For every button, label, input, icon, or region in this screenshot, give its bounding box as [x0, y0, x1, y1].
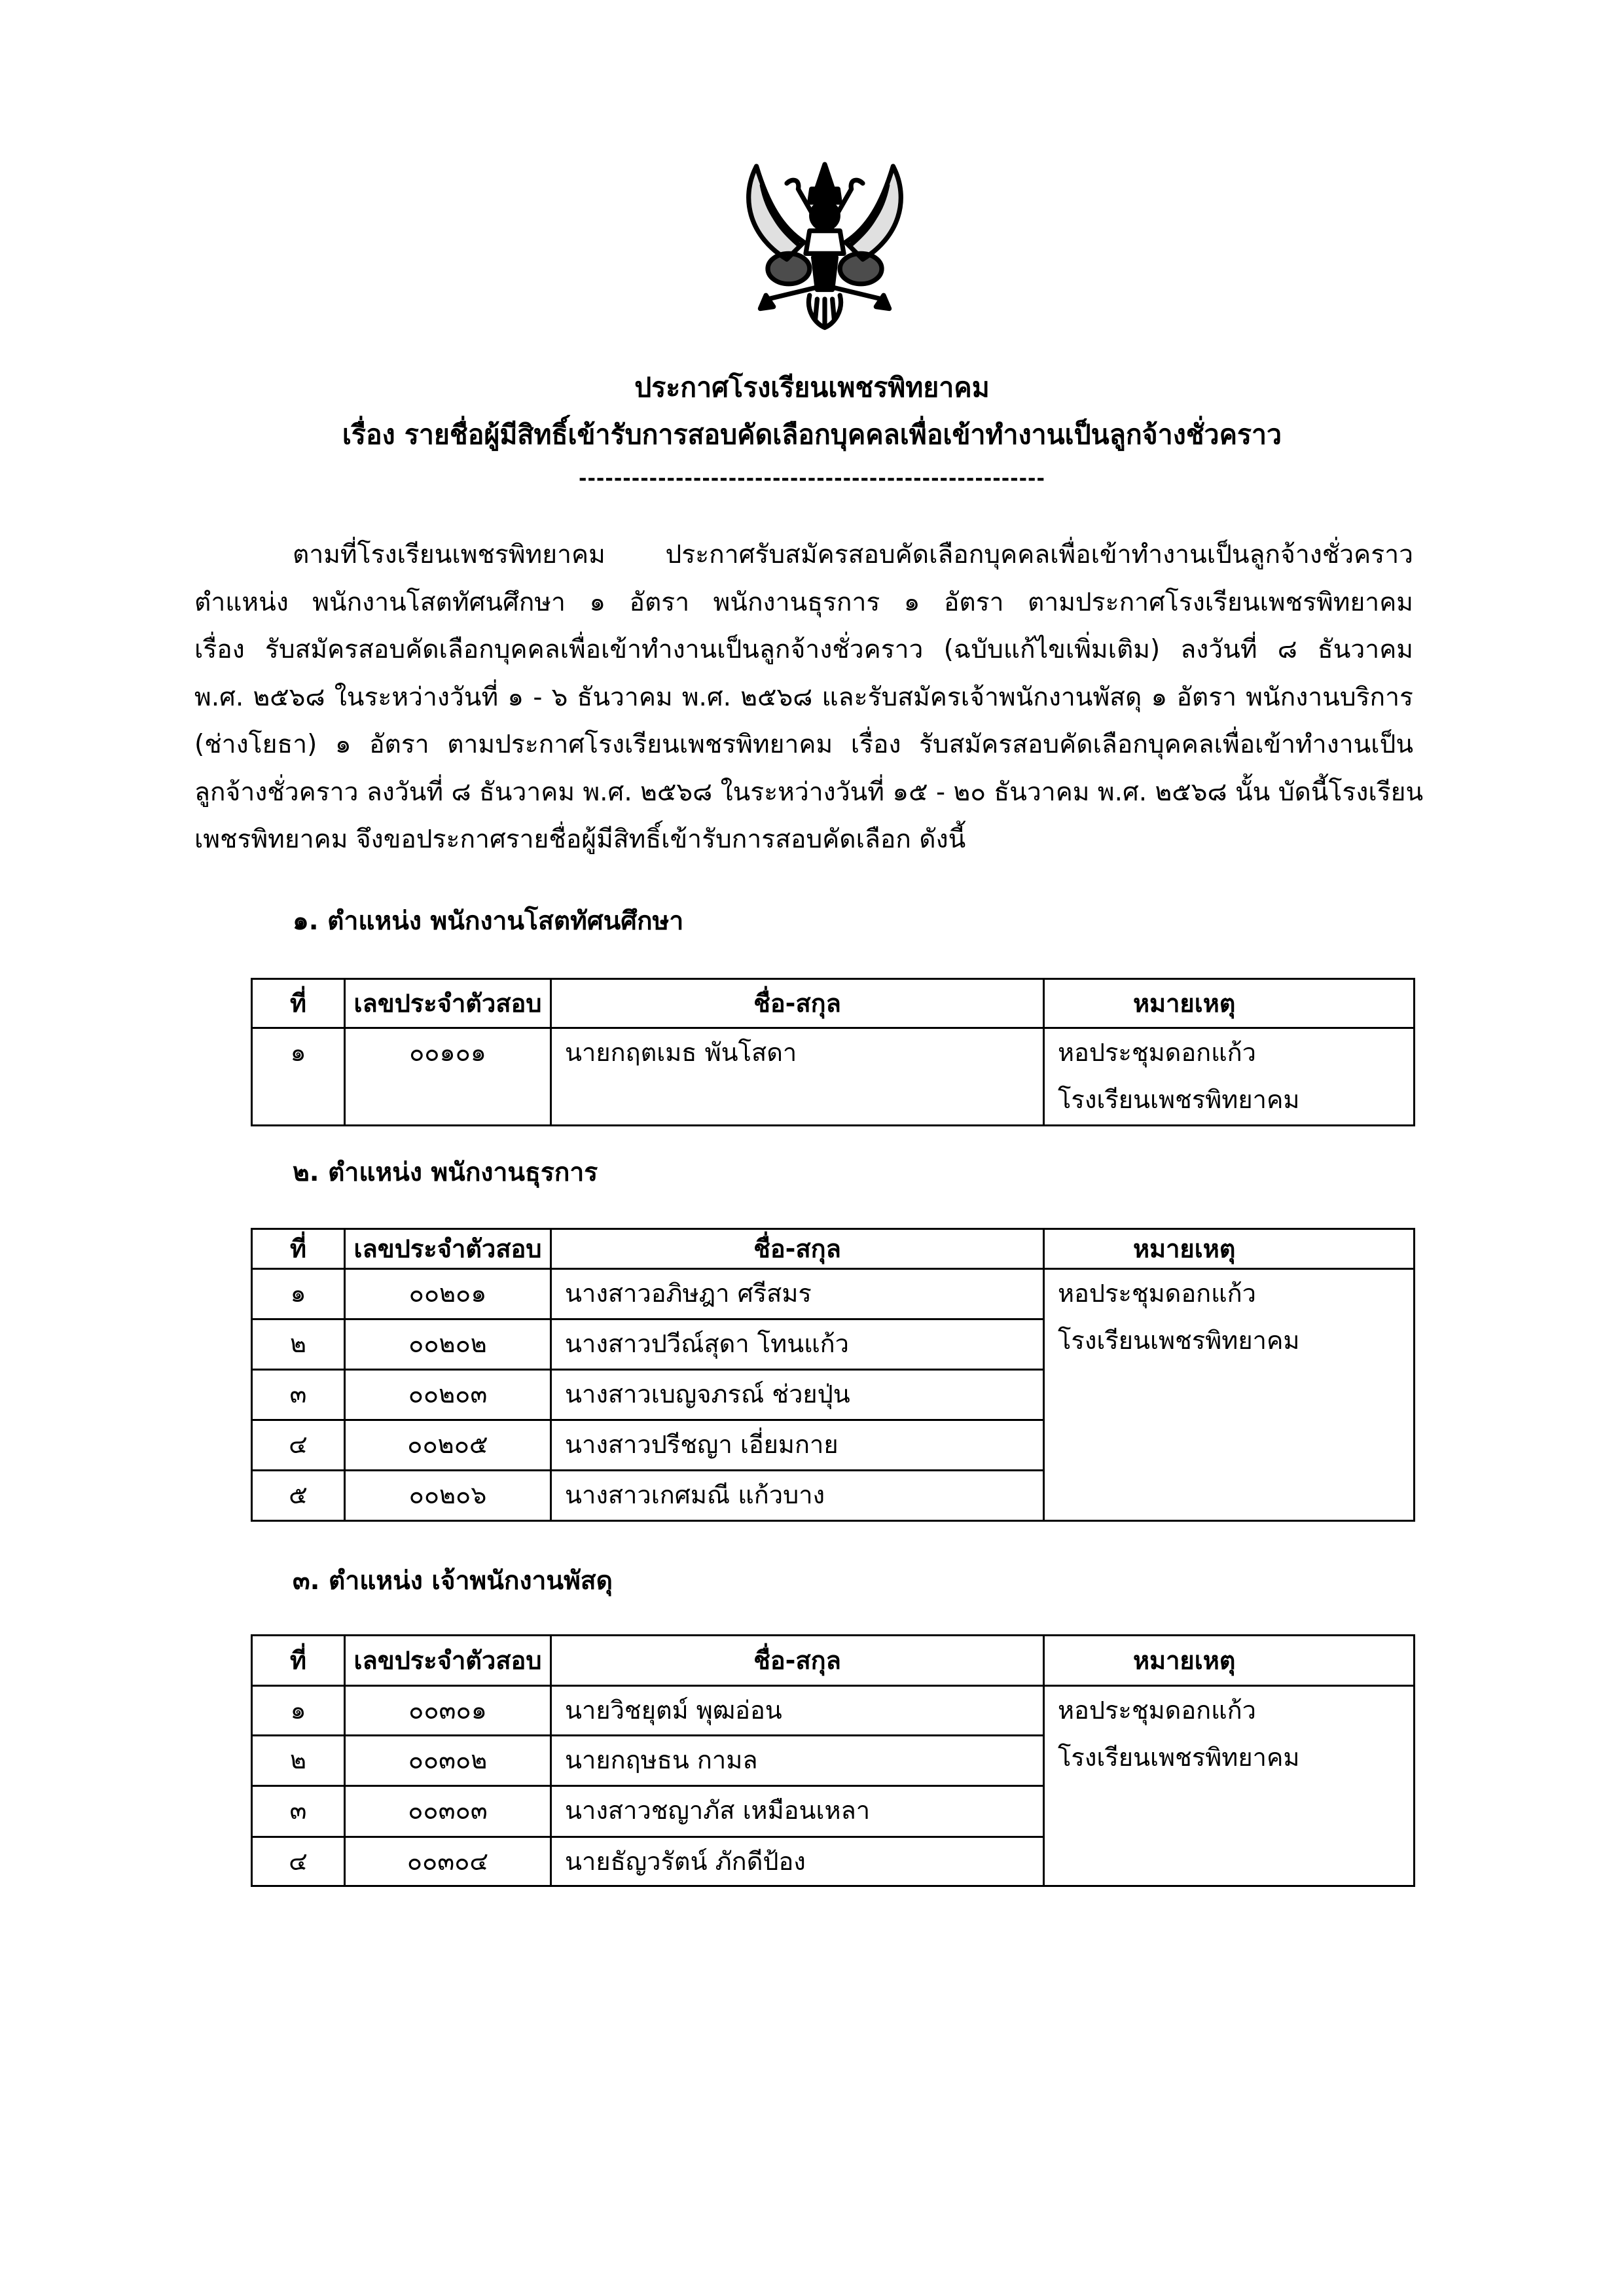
body-line: ตำแหน่ง พนักงานโสตทัศนศึกษา ๑ อัตรา พนักงานธุรการ ๑ อัตรา ตามประกาศโรงเรียนเพชรพิทยาคม	[194, 587, 1413, 617]
cell-name: นายวิชยุตม์ พุฒอ่อน	[551, 1686, 1044, 1736]
cell-name: นางสาวปรีชญา เอี่ยมกาย	[551, 1420, 1044, 1471]
cell-name: นางสาวเกศมณี แก้วบาง	[551, 1471, 1044, 1521]
cell-remark	[1044, 1686, 1415, 1886]
section-heading-supply-officer: ๓. ตำแหน่ง เจ้าพนักงานพัสดุ	[293, 1566, 613, 1596]
remark-venue: หอประชุมดอกแก้ว	[1058, 1279, 1256, 1308]
header-name: ชื่อ-สกุล	[551, 979, 1044, 1028]
cell-no: ๓	[252, 1786, 345, 1837]
cell-name: นางสาวเบญจภรณ์ ช่วยปุ่น	[551, 1370, 1044, 1420]
body-line: เรื่อง รับสมัครสอบคัดเลือกบุคคลเพื่อเข้าทำงานเป็นลูกจ้างชั่วคราว (ฉบับแก้ไขเพิ่มเติม) ลงวันที่ ๘ ธันวาคม	[194, 635, 1413, 664]
remark-venue: หอประชุมดอกแก้ว	[1058, 1038, 1256, 1067]
cell-name: นายกฤษธน กามล	[551, 1736, 1044, 1786]
cell-exam-id: ๐๐๒๐๓	[345, 1370, 551, 1420]
cell-exam-id: ๐๐๓๐๓	[345, 1786, 551, 1837]
header-exam-id: เลขประจำตัวสอบ	[345, 979, 551, 1028]
header-exam-id: เลขประจำตัวสอบ	[345, 1229, 551, 1269]
cell-name: นายธัญวรัตน์ ภักดีป้อง	[551, 1837, 1044, 1886]
cell-no: ๒	[252, 1319, 345, 1370]
roster-table-av-staff	[251, 978, 1415, 1126]
cell-exam-id: ๐๐๒๐๒	[345, 1319, 551, 1370]
section-heading-admin-staff: ๒. ตำแหน่ง พนักงานธุรการ	[293, 1158, 598, 1187]
table-row	[252, 1686, 1415, 1736]
table-row	[252, 1028, 1415, 1126]
section-heading-av-staff: ๑. ตำแหน่ง พนักงานโสตทัศนศึกษา	[293, 906, 684, 936]
table-header-row	[252, 1229, 1415, 1269]
cell-name: นายกฤตเมธ พันโสดา	[551, 1028, 1044, 1126]
header-remark: หมายเหตุ	[1044, 979, 1415, 1028]
cell-exam-id: ๐๐๓๐๑	[345, 1686, 551, 1736]
cell-no: ๑	[252, 1028, 345, 1126]
header-exam-id: เลขประจำตัวสอบ	[345, 1636, 551, 1686]
header-remark: หมายเหตุ	[1044, 1636, 1415, 1686]
cell-remark	[1044, 1269, 1415, 1521]
cell-no: ๕	[252, 1471, 345, 1521]
cell-name: นางสาวชญาภัส เหมือนเหลา	[551, 1786, 1044, 1837]
header-no: ที่	[252, 979, 345, 1028]
body-line: ตามที่โรงเรียนเพชรพิทยาคม ประกาศรับสมัครสอบคัดเลือกบุคคลเพื่อเข้าทำงานเป็นลูกจ้างชั่วคราว	[293, 540, 1413, 569]
cell-name: นางสาวปวีณ์สุดา โทนแก้ว	[551, 1319, 1044, 1370]
header-no: ที่	[252, 1229, 345, 1269]
cell-no: ๔	[252, 1420, 345, 1471]
cell-no: ๒	[252, 1736, 345, 1786]
body-line: พ.ศ. ๒๕๖๘ ในระหว่างวันที่ ๑ - ๖ ธันวาคม พ.ศ. ๒๕๖๘ และรับสมัครเจ้าพนักงานพัสดุ ๑ อัตรา พนักงานบริการ	[194, 682, 1413, 712]
cell-no: ๓	[252, 1370, 345, 1420]
cell-no: ๔	[252, 1837, 345, 1886]
header-remark: หมายเหตุ	[1044, 1229, 1415, 1269]
cell-exam-id: ๐๐๑๐๑	[345, 1028, 551, 1126]
body-line: เพชรพิทยาคม จึงขอประกาศรายชื่อผู้มีสิทธิ์เข้ารับการสอบคัดเลือก ดังนี้	[194, 825, 966, 854]
remark-school: โรงเรียนเพชรพิทยาคม	[1058, 1085, 1300, 1114]
cell-name: นางสาวอภิษฎา ศรีสมร	[551, 1269, 1044, 1319]
remark-school: โรงเรียนเพชรพิทยาคม	[1058, 1326, 1300, 1355]
cell-exam-id: ๐๐๓๐๔	[345, 1837, 551, 1886]
header-name: ชื่อ-สกุล	[551, 1636, 1044, 1686]
body-paragraph	[194, 531, 1424, 864]
remark-school: โรงเรียนเพชรพิทยาคม	[1058, 1743, 1300, 1772]
announcement-subject: เรื่อง รายชื่อผู้มีสิทธิ์เข้ารับการสอบคัดเลือกบุคคลเพื่อเข้าทำงานเป็นลูกจ้างชั่วคราว	[342, 419, 1282, 450]
table-header-row	[252, 1636, 1415, 1686]
header-name: ชื่อ-สกุล	[551, 1229, 1044, 1269]
roster-table-supply-officer	[251, 1634, 1415, 1887]
cell-exam-id: ๐๐๓๐๒	[345, 1736, 551, 1786]
body-line: (ช่างโยธา) ๑ อัตรา ตามประกาศโรงเรียนเพชรพิทยาคม เรื่อง รับสมัครสอบคัดเลือกบุคคลเพื่อเข้าทำงานเป็น	[194, 730, 1413, 759]
garuda-emblem-icon	[730, 147, 920, 337]
cell-remark	[1044, 1028, 1415, 1126]
cell-no: ๑	[252, 1686, 345, 1736]
cell-no: ๑	[252, 1269, 345, 1319]
table-row	[252, 1269, 1415, 1319]
roster-table-admin-staff	[251, 1228, 1415, 1522]
cell-exam-id: ๐๐๒๐๕	[345, 1420, 551, 1471]
cell-exam-id: ๐๐๒๐๑	[345, 1269, 551, 1319]
cell-exam-id: ๐๐๒๐๖	[345, 1471, 551, 1521]
remark-venue: หอประชุมดอกแก้ว	[1058, 1696, 1256, 1725]
title-divider: -----------------------------------------------------	[579, 467, 1045, 490]
header-no: ที่	[252, 1636, 345, 1686]
table-header-row	[252, 979, 1415, 1028]
announcement-title: ประกาศโรงเรียนเพชรพิทยาคม	[634, 372, 990, 403]
body-line: ลูกจ้างชั่วคราว ลงวันที่ ๘ ธันวาคม พ.ศ. ๒๕๖๘ ในระหว่างวันที่ ๑๕ - ๒๐ ธันวาคม พ.ศ. ๒๕๖๘ นั้น บัดนี้โรงเรียน	[194, 777, 1424, 807]
